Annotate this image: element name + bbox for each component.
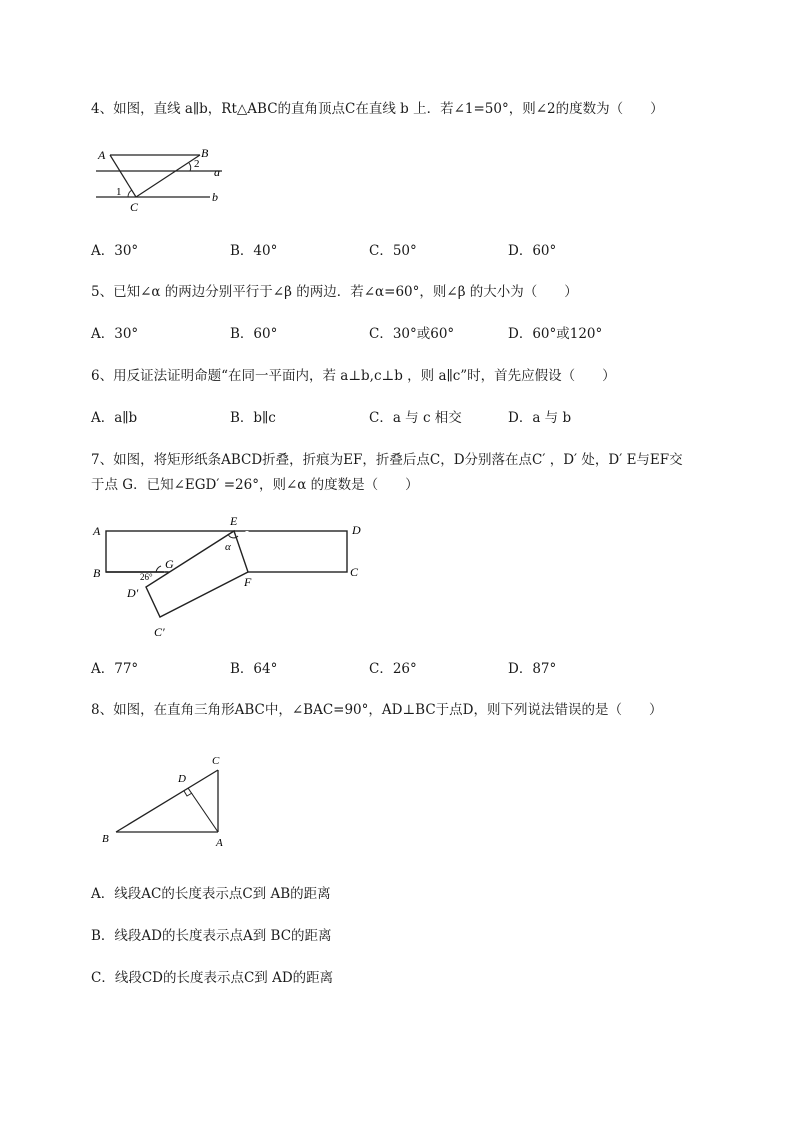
q4-option-c: C．50° <box>369 243 417 259</box>
q7-option-b: B．64° <box>230 661 278 677</box>
q7-label-D-prime: D′ <box>127 586 139 600</box>
q7-figure <box>88 512 378 642</box>
q7-angle-alpha: α <box>225 541 231 553</box>
q7-label-E: E <box>230 514 238 528</box>
q8-label-C: C <box>212 755 220 767</box>
q4-label-C: C <box>130 200 139 214</box>
q4-option-d: D．60° <box>508 243 557 259</box>
q7-label-G: G <box>165 557 174 571</box>
q7-option-d: D．87° <box>508 661 557 677</box>
q8-option-c: C．线段CD的长度表示点C到 AD的距离 <box>91 970 334 986</box>
q7-label-C-prime: C′ <box>154 625 165 639</box>
q4-angle1-label: 1 <box>116 186 122 198</box>
q6-option-c: C．a 与 c 相交 <box>369 410 462 426</box>
q4-label-a: a <box>214 165 220 179</box>
q6-stem: 6、用反证法证明命题“在同一平面内，若 a⊥b,c⊥b ，则 a∥c”时，首先应假设（ ） <box>91 368 616 384</box>
q6-option-d: D．a 与 b <box>508 410 572 426</box>
q7-stem-line1: 7、如图，将矩形纸条ABCD折叠，折痕为EF，折叠后点C，D分别落在点C′ ，D′ 处，D′ E与EF交 <box>91 452 683 468</box>
q4-figure <box>90 143 230 215</box>
q7-label-A: A <box>93 524 101 538</box>
q8-option-a: A．线段AC的长度表示点C到 AB的距离 <box>91 886 331 902</box>
q5-option-c: C．30°或60° <box>369 326 455 342</box>
q6-option-b: B．b∥c <box>230 410 276 426</box>
q4-label-A: A <box>98 148 106 162</box>
q4-option-a: A．30° <box>91 243 139 259</box>
q4-stem: 4、如图，直线 a∥b，Rt△ABC的直角顶点C在直线 b 上．若∠1=50°，则∠2的度数为（ ） <box>91 101 664 117</box>
q8-label-B: B <box>102 833 109 845</box>
q5-option-d: D．60°或120° <box>508 326 603 342</box>
q8-stem: 8、如图，在直角三角形ABC中，∠BAC=90°，AD⊥BC于点D，则下列说法错误的是（ ） <box>91 702 663 718</box>
q7-stem-line2: 于点 G．已知∠EGD′ =26°，则∠α 的度数是（ ） <box>91 477 419 493</box>
q4-angle2-label: 2 <box>194 158 200 170</box>
q7-option-a: A．77° <box>91 661 139 677</box>
q4-option-b: B．40° <box>230 243 278 259</box>
q7-label-F: F <box>244 575 252 589</box>
q7-option-c: C．26° <box>369 661 417 677</box>
q8-label-A: A <box>216 837 223 849</box>
q7-label-B: B <box>93 566 101 580</box>
q8-label-D: D <box>178 773 186 785</box>
q8-figure <box>96 750 236 850</box>
q5-stem: 5、已知∠α 的两边分别平行于∠β 的两边．若∠α=60°，则∠β 的大小为（ ） <box>91 284 578 300</box>
q7-label-C: C <box>350 565 359 579</box>
q7-angle-26: 26° <box>140 572 153 582</box>
q5-option-a: A．30° <box>91 326 139 342</box>
q4-label-B: B <box>201 146 209 160</box>
q7-label-D: D <box>352 523 361 537</box>
q6-option-a: A．a∥b <box>91 410 138 426</box>
q5-option-b: B．60° <box>230 326 278 342</box>
q4-label-b: b <box>212 190 218 204</box>
q8-option-b: B．线段AD的长度表示点A到 BC的距离 <box>91 928 332 944</box>
